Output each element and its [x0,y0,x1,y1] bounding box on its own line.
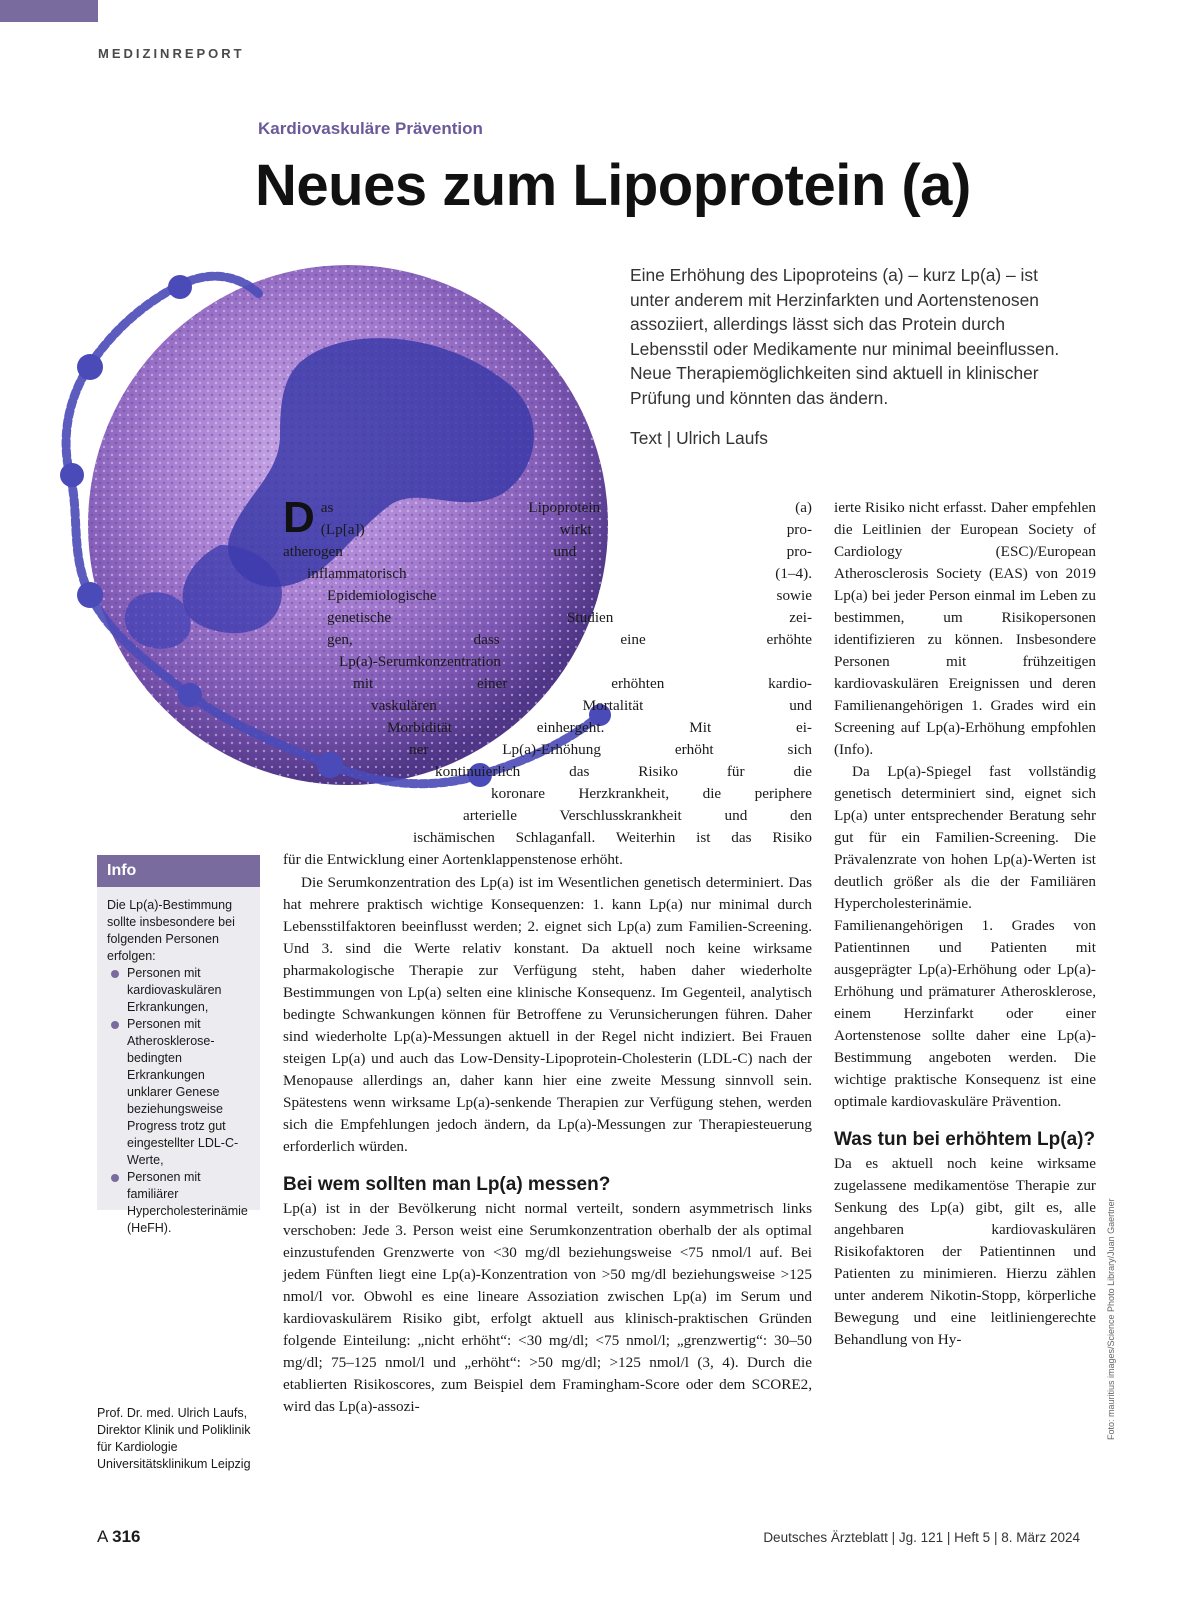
wrap-line: koronare Herzkrankheit, die periphere [491,785,812,802]
bullet-icon [111,1174,119,1182]
info-item-text: Personen mit kardiovaskulären Erkrankungen, [127,966,222,1014]
wrap-line: kontinuierlich das Risiko für die [435,763,812,780]
info-intro: Die Lp(a)-Bestimmung sollte insbesondere bei folgenden Personen erfolgen: [107,898,235,963]
bullet-icon [111,970,119,978]
drop-cap: D [283,493,315,542]
right-paragraph-3: Da es aktuell noch keine wirksame zugelassene medikamentöse Therapie zur Senkung des Lp(a) gibt, gilt es, alle angehbaren kardiovaskulären Risikofaktoren der Patientinnen und Patienten zu minimieren. Hierzu zählen unter anderem Nikotin-Stopp, körperliche Bewegung und eine leitliniengerechte Behandlung von Hy- [834,1155,1096,1348]
article-headline: Neues zum Lipoprotein (a) [255,153,971,218]
page-number [97,1527,141,1547]
article-byline: Text | Ulrich Laufs [630,428,768,448]
wrap-line: as Lipoprotein (a) [320,499,812,516]
info-box [97,855,260,1235]
right-paragraph-2: Da Lp(a)-Spiegel fast vollständig genetisch determiniert sind, eignet sich Lp(a) unter entsprechender Beratung sehr gut für ein Familien-Screening. Die Prävalenzrate von hohen Lp(a)-Werten ist deutlich größer als die der Familiären Hypercholesterinämie. Familienangehörigen 1. Grades von Patientinnen und Patienten mit ausgeprägter Lp(a)-Erhöhung oder Lp(a)-Erhöhung und prämaturer Atherosklerose, einem Herzinfarkt oder einer Aortenstenose sollte daher eine Lp(a)-Bestimmung angeboten werden. Die wichtige praktische Konsequenz ist eine optimale kardiovaskuläre Prävention. [834,763,1096,1110]
wrap-line: Morbidität einhergeht. Mit ei- [387,719,812,736]
info-item-text: Personen mit familiärer Hypercholesterinämie (HeFH). [127,1170,248,1235]
article-lead: Eine Erhöhung des Lipoproteins (a) – kurz Lp(a) – ist unter anderem mit Herzinfarkten und Aortenstenosen assoziiert, allerdings lässt sich das Protein durch Lebensstil oder Medikamente nur minimal beeinflussen. Neue Therapiemöglichkeiten sind aktuell in klinischer Prüfung und könnten das ändern. [630,265,1060,408]
info-list [107,965,252,1237]
main-column [283,872,812,1418]
info-list-item [107,965,252,1016]
page-prefix: A [97,1527,108,1546]
info-list-item [107,1169,252,1237]
wrap-line: mit einer erhöhten kardio- [353,675,812,692]
wrap-line: arterielle Verschlusskrankheit und den [463,807,812,824]
section-tab-bar [0,0,98,22]
journal-footer: Deutsches Ärzteblatt | Jg. 121 | Heft 5 | 8. März 2024 [763,1530,1080,1545]
wrap-line: ischämischen Schlaganfall. Weiterhin ist das Risiko [413,829,812,846]
chain-bead [77,582,103,608]
section-label: MEDIZINREPORT [98,46,245,61]
wrap-line: (Lp[a]) wirkt pro- [320,521,812,538]
author-affiliation: Prof. Dr. med. Ulrich Laufs, Direktor Klinik und Poliklinik für Kardiologie Universitätsklinikum Leipzig [97,1406,251,1471]
chain-bead [168,275,192,299]
main-paragraph-1: Die Serumkonzentration des Lp(a) ist im Wesentlichen genetisch determiniert. Das hat mehrere praktisch wichtige Konsequenzen: 1. kann Lp(a) nur minimal durch Lebensstilfaktoren beeinflusst werden; 2. eignet sich Lp(a) zum Familien-Screening. Und 3. sind die Werte relativ konstant. Da aktuell noch keine wirksame pharmakologische Therapie zur Verfügung steht, haben daher wiederholte Bestimmungen von Lp(a) selten eine klinische Konsequenz. Im Gegenteil, analytisch bedingte Schwankungen können für Betroffene zu Verunsicherungen führen. Daher sind wiederholte Lp(a)-Messungen aktuell in der Regel nicht indiziert. Bei Frauen steigen Lp(a) und auch das Low-Density-Lipoprotein-Cholesterin (LDL-C) nach der Menopause allerdings an, daher kann hier eine zweite Messung sinnvoll sein. Spätestens wenn wirksame Lp(a)-senkende Therapien zur Verfügung stehen, werden sich die Empfehlungen jedoch ändern, da Lp(a)-Messungen zur Therapiesteuerung erforderlich würden. [283,874,812,1155]
wrap-line: für die Entwicklung einer Aortenklappenstenose erhöht. [283,851,623,868]
intro-wrapped-text [283,493,812,871]
subhead-what-to-do: Was tun bei erhöhtem Lp(a)? [834,1129,1096,1150]
wrap-line: Lp(a)-Serumkonzentration [339,653,501,670]
wrap-line: genetische Studien zei- [327,609,812,626]
chain-bead [77,354,103,380]
article-kicker: Kardiovaskuläre Prävention [258,119,483,138]
chain-bead [60,463,84,487]
info-box-title: Info [97,855,260,887]
subhead-who-measure: Bei wem sollten man Lp(a) messen? [283,1174,611,1195]
wrap-line: vaskulären Mortalität und [371,697,812,714]
info-item-text: Personen mit Atherosklerose-bedingten Erkrankungen unklarer Genese beziehungsweise Progress trotz gut eingestellter LDL-C-Werte, [127,1017,239,1167]
wrap-line: Epidemiologische sowie [327,587,812,604]
chain-bead [178,683,202,707]
right-column [834,497,1096,1351]
wrap-line: gen, dass eine erhöhte [327,631,812,648]
photo-credit: Foto: mauritius images/Science Photo Library/Juan Gaertner [1106,1198,1116,1440]
page-number-value: 316 [112,1527,141,1546]
bullet-icon [111,1021,119,1029]
wrap-line: atherogen und pro- [283,543,812,560]
wrap-line: inflammatorisch (1–4). [307,565,812,582]
right-paragraph-1: ierte Risiko nicht erfasst. Daher empfehlen die Leitlinien der European Society of Cardiology (ESC)/European Atherosclerosis Society (EAS) von 2019 Lp(a) bei jeder Person einmal im Leben zu bestimmen, um Risikopersonen identifizieren zu können. Insbesondere Personen mit frühzeitigen kardiovaskulären Ereignissen und deren Familienangehörigen 1. Grades wird ein Screening auf Lp(a)-Erhöhung empfohlen (Info). [834,499,1096,758]
info-list-item [107,1016,252,1169]
wrap-line: ner Lp(a)-Erhöhung erhöht sich [409,741,812,758]
info-box-body [97,887,260,1237]
main-paragraph-2: Lp(a) ist in der Bevölkerung nicht normal verteilt, sondern asymmetrisch links verschoben: Jede 3. Person weist eine Serumkonzentration oberhalb der als optimal einzustufenden Grenzwerte von <30 mg/dl beziehungsweise <75 nmol/l auf. Bei jedem Fünften liegt eine Lp(a)-Konzentration von >50 mg/dl beziehungsweise >125 nmol/l vor. Obwohl es eine lineare Assoziation zwischen Lp(a) im Serum und kardiovaskulärem Risiko gibt, erfolgt aktuell aus klinisch-praktischen Gründen folgende Einteilung: „nicht erhöht“: <30 mg/dl; <75 nmol/l; „grenzwertig“: 30–50 mg/dl; 75–125 nmol/l und „erhöht“: >50 mg/dl; >125 nmol/l (3, 4). Durch die etablierten Risikoscores, zum Beispiel dem Framingham-Score oder dem SCORE2, wird das Lp(a)-assozi- [283,1200,812,1415]
